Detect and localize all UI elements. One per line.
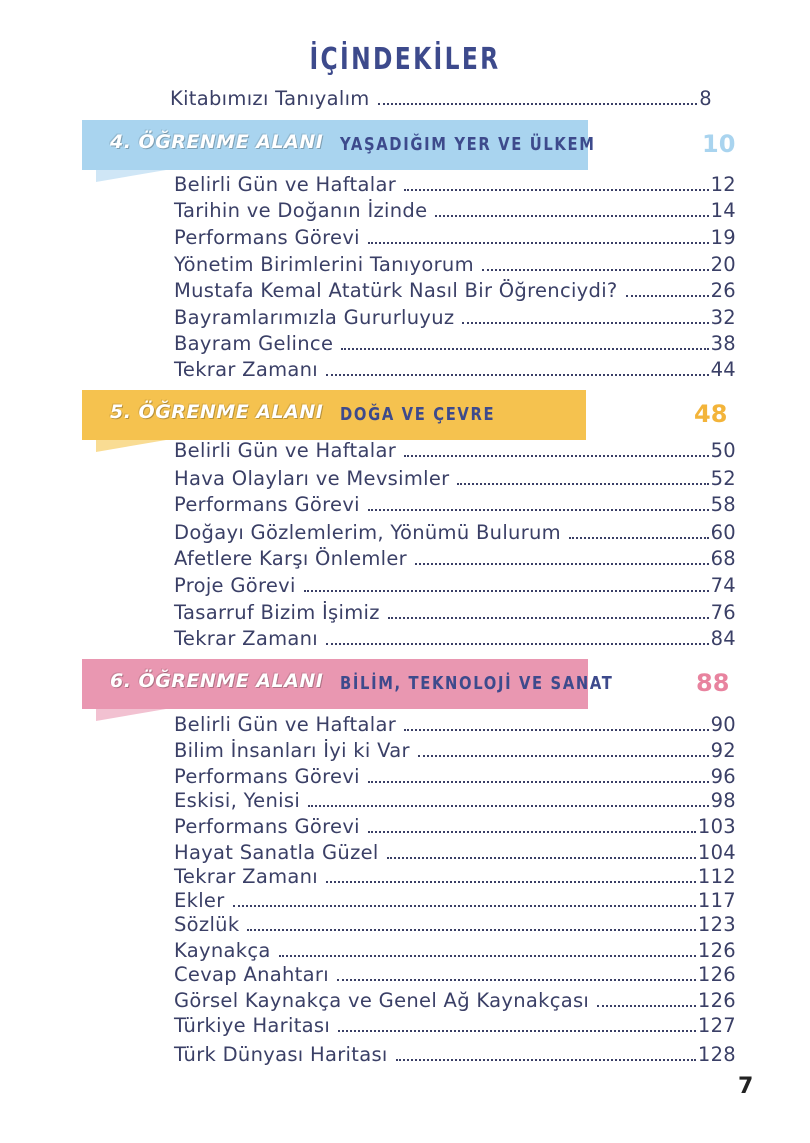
section-theme: DOĞA VE ÇEVRE: [340, 404, 496, 425]
section-theme: BİLİM, TEKNOLOJİ VE SANAT: [340, 673, 614, 694]
toc-leader-dots: [569, 537, 709, 539]
toc-entry-label: Cevap Anahtarı: [174, 963, 329, 986]
toc-entry-label: Performans Görevi: [174, 765, 360, 788]
toc-entry[interactable]: [174, 814, 736, 840]
toc-entry-label: Bayramlarımızla Gururluyuz: [174, 306, 455, 329]
toc-entry-label: Sözlük: [174, 913, 240, 936]
toc-entry-page: 32: [710, 306, 736, 329]
toc-entry-label: Proje Görevi: [174, 574, 296, 597]
toc-entry-page: 12: [710, 173, 736, 196]
toc-entry-label: Yönetim Birimlerini Tanıyorum: [174, 253, 474, 276]
toc-leader-dots: [435, 215, 708, 217]
toc-entry-label: Ekler: [174, 889, 225, 912]
toc-entry[interactable]: [174, 764, 736, 790]
section-start-page: 10: [702, 130, 736, 158]
toc-leader-dots: [457, 483, 708, 485]
toc-entry-label: Mustafa Kemal Atatürk Nasıl Bir Öğrenciydi?: [174, 279, 618, 302]
toc-entry-page: 92: [710, 739, 736, 762]
toc-entry[interactable]: [174, 546, 736, 572]
toc-entry-page: 68: [710, 547, 736, 570]
toc-entry-label: Hava Olayları ve Mevsimler: [174, 467, 450, 490]
toc-entry[interactable]: [174, 438, 736, 464]
toc-entry-page: 103: [697, 815, 736, 838]
toc-leader-dots: [279, 955, 696, 957]
toc-entry-label: Belirli Gün ve Haftalar: [174, 439, 397, 462]
toc-entry-page: 26: [710, 279, 736, 302]
toc-entry-label: Kitabımızı Tanıyalım: [170, 87, 370, 110]
section-start-page: 88: [696, 669, 730, 697]
toc-entry[interactable]: [174, 888, 736, 914]
toc-entry[interactable]: [174, 252, 736, 278]
toc-entry-page: 98: [710, 789, 736, 812]
toc-leader-dots: [368, 242, 709, 244]
toc-entry-page: 96: [710, 765, 736, 788]
toc-entry[interactable]: [174, 962, 736, 988]
toc-entry[interactable]: [174, 492, 736, 518]
section-header-4[interactable]: [82, 120, 742, 170]
toc-entry-page: 104: [697, 841, 736, 864]
toc-entry-page: 8: [699, 87, 712, 110]
toc-entry[interactable]: [174, 840, 736, 866]
toc-entry-page: 123: [697, 913, 736, 936]
toc-entry-label: Belirli Gün ve Haftalar: [174, 173, 397, 196]
section-header-5[interactable]: [82, 390, 742, 440]
toc-entry-label: Kaynakça: [174, 939, 271, 962]
toc-entry[interactable]: [174, 520, 736, 546]
toc-entry-page: 50: [710, 439, 736, 462]
toc-entry[interactable]: [174, 357, 736, 383]
toc-leader-dots: [368, 509, 709, 511]
toc-entry[interactable]: [174, 1042, 736, 1068]
section-area-label: 6. ÖĞRENME ALANI: [110, 670, 324, 692]
toc-entry-page: 127: [697, 1014, 736, 1037]
toc-entry[interactable]: [174, 788, 736, 814]
toc-entry-label: Belirli Gün ve Haftalar: [174, 713, 397, 736]
toc-entry[interactable]: [174, 864, 736, 890]
toc-entry[interactable]: [174, 988, 736, 1014]
toc-leader-dots: [388, 617, 709, 619]
toc-entry-label: Bayram Gelince: [174, 332, 334, 355]
toc-leader-dots: [338, 1030, 696, 1032]
toc-leader-dots: [326, 881, 696, 883]
section-band-tail: [96, 440, 166, 452]
toc-entry-page: 128: [697, 1043, 736, 1066]
toc-entry-page: 60: [710, 521, 736, 544]
toc-entry-label: Görsel Kaynakça ve Genel Ağ Kaynakçası: [174, 989, 590, 1012]
toc-entry[interactable]: [174, 278, 736, 304]
toc-leader-dots: [368, 831, 696, 833]
toc-entry[interactable]: [174, 626, 736, 652]
toc-leader-dots: [626, 295, 709, 297]
toc-entry-label: Eskisi, Yenisi: [174, 789, 301, 812]
toc-entry[interactable]: [174, 466, 736, 492]
toc-entry[interactable]: [174, 573, 736, 599]
toc-entry-page: 90: [710, 713, 736, 736]
section-theme: YAŞADIĞIM YER VE ÜLKEM: [340, 134, 596, 155]
toc-entry-page: 76: [710, 601, 736, 624]
toc-leader-dots: [337, 979, 696, 981]
section-band-tail: [96, 709, 166, 721]
toc-entry-page: 20: [710, 253, 736, 276]
toc-entry-label: Performans Görevi: [174, 493, 360, 516]
toc-entry-label: Türk Dünyası Haritası: [174, 1043, 388, 1066]
toc-entry[interactable]: [174, 225, 736, 251]
toc-entry-page: 44: [710, 358, 736, 381]
toc-leader-dots: [396, 1059, 696, 1061]
toc-leader-dots: [233, 905, 696, 907]
toc-leader-dots: [304, 590, 709, 592]
toc-entry-label: Tekrar Zamanı: [174, 358, 318, 381]
toc-leader-dots: [482, 269, 709, 271]
section-area-label: 4. ÖĞRENME ALANI: [110, 131, 324, 153]
toc-entry[interactable]: [174, 172, 736, 198]
toc-entry-page: 52: [710, 467, 736, 490]
toc-entry-page: 117: [697, 889, 736, 912]
toc-entry-label: Tekrar Zamanı: [174, 627, 318, 650]
toc-entry-page: 126: [697, 963, 736, 986]
toc-entry-page: 74: [710, 574, 736, 597]
toc-entry-page: 58: [710, 493, 736, 516]
toc-entry[interactable]: [174, 331, 736, 357]
toc-leader-dots: [326, 374, 709, 376]
toc-entry-page: 126: [697, 989, 736, 1012]
toc-entry-label: Türkiye Haritası: [174, 1014, 331, 1037]
toc-leader-dots: [368, 781, 709, 783]
toc-entry-intro[interactable]: [170, 86, 712, 112]
toc-entry-page: 14: [710, 199, 736, 222]
toc-leader-dots: [387, 857, 696, 859]
toc-leader-dots: [341, 348, 708, 350]
page-number: 7: [738, 1074, 754, 1099]
toc-leader-dots: [404, 455, 709, 457]
toc-entry[interactable]: [174, 912, 736, 938]
toc-entry-label: Hayat Sanatla Güzel: [174, 841, 379, 864]
toc-entry-page: 112: [697, 865, 736, 888]
section-band-tail: [96, 170, 166, 182]
toc-entry[interactable]: [174, 738, 736, 764]
toc-leader-dots: [404, 729, 709, 731]
toc-entry-page: 84: [710, 627, 736, 650]
toc-entry-page: 126: [697, 939, 736, 962]
section-header-6[interactable]: [82, 659, 742, 709]
toc-entry-label: Afetlere Karşı Önlemler: [174, 547, 407, 570]
toc-leader-dots: [415, 563, 709, 565]
toc-entry[interactable]: [174, 198, 736, 224]
toc-entry-label: Performans Görevi: [174, 226, 360, 249]
toc-leader-dots: [597, 1005, 696, 1007]
toc-leader-dots: [308, 805, 709, 807]
page-title: İÇİNDEKİLER: [309, 42, 501, 77]
toc-entry[interactable]: [174, 305, 736, 331]
toc-entry-label: Tasarruf Bizim İşimiz: [174, 601, 380, 624]
toc-leader-dots: [404, 189, 709, 191]
toc-entry-page: 19: [710, 226, 736, 249]
section-area-label: 5. ÖĞRENME ALANI: [110, 401, 324, 423]
toc-entry-label: Tarihin ve Doğanın İzinde: [174, 199, 428, 222]
toc-entry-label: Doğayı Gözlemlerim, Yönümü Bulurum: [174, 521, 561, 544]
toc-entry-page: 38: [710, 332, 736, 355]
toc-entry[interactable]: [174, 712, 736, 738]
toc-entry-label: Performans Görevi: [174, 815, 360, 838]
toc-leader-dots: [418, 755, 709, 757]
toc-entry[interactable]: [174, 1013, 736, 1039]
section-start-page: 48: [694, 400, 728, 428]
toc-leader-dots: [462, 322, 708, 324]
toc-entry-label: Bilim İnsanları İyi ki Var: [174, 739, 410, 762]
toc-leader-dots: [378, 103, 698, 105]
toc-entry-label: Tekrar Zamanı: [174, 865, 318, 888]
toc-leader-dots: [247, 929, 695, 931]
toc-entry[interactable]: [174, 600, 736, 626]
toc-leader-dots: [326, 643, 709, 645]
toc-entry[interactable]: [174, 938, 736, 964]
